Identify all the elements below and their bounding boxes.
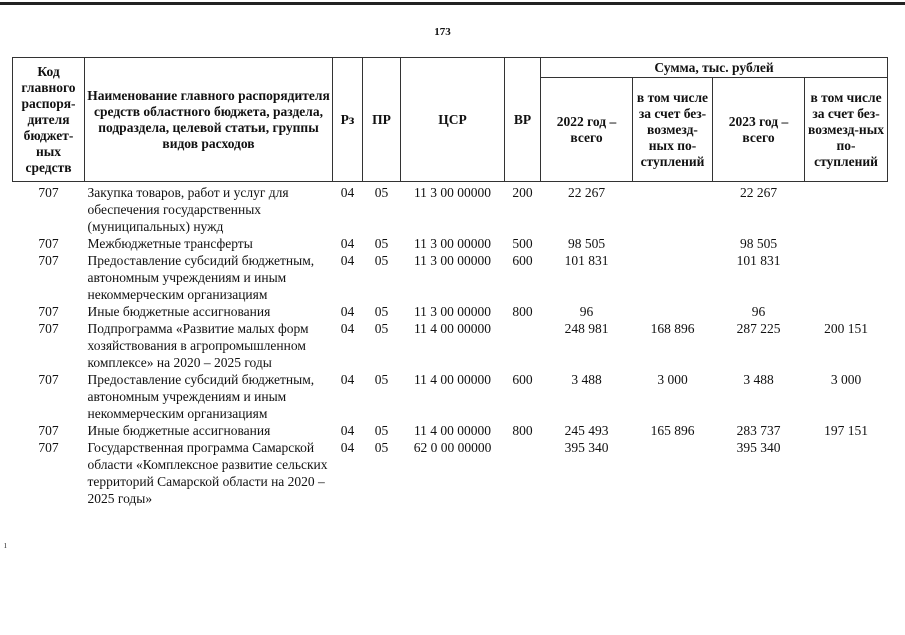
cell-code: 707 (38, 440, 59, 455)
header-vr: ВР (505, 58, 541, 182)
cell-vr: 500 (512, 236, 533, 251)
cell-2022-total: 98 505 (567, 236, 606, 251)
table-row (13, 371, 888, 422)
cell-2023-free (805, 252, 888, 303)
cell-2023-total: 287 225 (736, 321, 781, 336)
cell-vr (505, 320, 541, 371)
table-row (13, 252, 888, 303)
cell-2023-total: 96 (751, 304, 766, 319)
header-name: Наименование главного распорядителя средств областного бюджета, раздела, подраздела, целевой статьи, группы видов расходов (85, 58, 333, 182)
cell-2023-free (805, 182, 888, 236)
cell-name: Межбюджетные трансферты (87, 236, 253, 251)
cell-2022-free: 165 896 (650, 423, 695, 438)
cell-2022-free: 3 000 (657, 372, 688, 387)
cell-2023-free: 3 000 (830, 372, 862, 387)
cell-rz: 04 (340, 423, 355, 438)
cell-csr: 11 3 00 00000 (413, 253, 492, 268)
cell-2023-total: 395 340 (736, 440, 781, 455)
cell-csr: 11 4 00 00000 (413, 321, 492, 336)
cell-code: 707 (38, 236, 59, 251)
cell-name: Иные бюджетные ассигнования (87, 304, 271, 319)
cell-2022-total: 248 981 (564, 321, 609, 336)
cell-2022-total: 245 493 (564, 423, 609, 438)
cell-2022-total: 395 340 (564, 440, 609, 455)
cell-2022-free (633, 235, 713, 252)
cell-vr: 800 (512, 304, 533, 319)
page-number: 173 (434, 26, 451, 38)
cell-rz: 04 (340, 185, 355, 200)
cell-name: Государственная программа Самарской области «Комплексное развитие сельских территорий Самарской области на 2020 – 2025 годы» (87, 440, 328, 506)
table-row (13, 422, 888, 439)
cell-2022-total: 96 (579, 304, 594, 319)
table-row (13, 439, 888, 507)
table-row (13, 303, 888, 320)
cell-2023-free (805, 303, 888, 320)
cell-name: Закупка товаров, работ и услуг для обеспечения государственных (муниципальных) нужд (87, 185, 289, 234)
cell-csr: 11 3 00 00000 (413, 304, 492, 319)
cell-vr: 800 (512, 423, 533, 438)
cell-2022-free (633, 439, 713, 507)
cell-2022-free (633, 182, 713, 236)
cell-2022-total: 22 267 (567, 185, 606, 200)
table-row (13, 182, 888, 236)
cell-vr: 600 (512, 372, 533, 387)
cell-2023-free (805, 235, 888, 252)
margin-mark: ı (4, 540, 7, 551)
cell-2022-total: 101 831 (564, 253, 609, 268)
cell-name: Иные бюджетные ассигнования (87, 423, 271, 438)
cell-2022-free (633, 303, 713, 320)
cell-rz: 04 (340, 253, 355, 268)
cell-rz: 04 (340, 440, 355, 455)
cell-code: 707 (38, 253, 59, 268)
cell-name: Предоставление субсидий бюджетным, автономным учреждениям и иным некоммерческим организациям (87, 253, 315, 302)
cell-pr: 05 (374, 236, 389, 251)
cell-pr: 05 (374, 372, 389, 387)
header-rz: Рз (333, 58, 363, 182)
cell-2023-total: 3 488 (743, 372, 774, 387)
cell-2022-total: 3 488 (571, 372, 602, 387)
header-pr: ПР (363, 58, 401, 182)
cell-2023-free: 197 151 (824, 423, 868, 438)
header-code: Код главного распоря-дителя бюджет-ных средств (13, 58, 85, 182)
table-row (13, 320, 888, 371)
cell-code: 707 (38, 423, 59, 438)
table-body (13, 182, 888, 508)
cell-2022-free (633, 252, 713, 303)
cell-rz: 04 (340, 372, 355, 387)
cell-2023-free: 200 151 (824, 321, 868, 336)
header-sum: Сумма, тыс. рублей (541, 58, 888, 78)
cell-pr: 05 (374, 423, 389, 438)
header-csr: ЦСР (401, 58, 505, 182)
cell-name: Подпрограмма «Развитие малых форм хозяйствования в агропромышленном комплексе» на 2020 – 2025 годы (87, 321, 309, 370)
cell-2023-free (805, 439, 888, 507)
header-2023-free: в том числе за счет без-возмезд-ных по-ступлений (805, 78, 888, 182)
cell-code: 707 (38, 304, 59, 319)
cell-vr (505, 439, 541, 507)
cell-csr: 11 4 00 00000 (413, 423, 492, 438)
cell-pr: 05 (374, 440, 389, 455)
budget-table (12, 57, 888, 507)
cell-rz: 04 (340, 236, 355, 251)
cell-code: 707 (38, 321, 59, 336)
cell-2022-free: 168 896 (650, 321, 695, 336)
cell-2023-total: 22 267 (739, 185, 778, 200)
cell-pr: 05 (374, 253, 389, 268)
cell-csr: 62 0 00 00000 (413, 440, 492, 455)
cell-name: Предоставление субсидий бюджетным, автономным учреждениям и иным некоммерческим организациям (87, 372, 315, 421)
cell-rz: 04 (340, 304, 355, 319)
header-2023-total: 2023 год – всего (713, 78, 805, 182)
cell-pr: 05 (374, 185, 389, 200)
cell-csr: 11 3 00 00000 (413, 236, 492, 251)
cell-csr: 11 3 00 00000 (413, 185, 492, 200)
cell-2023-total: 101 831 (736, 253, 781, 268)
cell-csr: 11 4 00 00000 (413, 372, 492, 387)
cell-code: 707 (38, 185, 59, 200)
header-2022-free: в том числе за счет без-возмезд-ных по-ступлений (633, 78, 713, 182)
top-border-line (0, 2, 905, 5)
cell-2023-total: 98 505 (739, 236, 778, 251)
cell-vr: 200 (512, 185, 533, 200)
header-2022-total: 2022 год – всего (541, 78, 633, 182)
cell-pr: 05 (374, 304, 389, 319)
table-row (13, 235, 888, 252)
cell-pr: 05 (374, 321, 389, 336)
cell-code: 707 (38, 372, 59, 387)
cell-rz: 04 (340, 321, 355, 336)
cell-2023-total: 283 737 (736, 423, 781, 438)
cell-vr: 600 (512, 253, 533, 268)
